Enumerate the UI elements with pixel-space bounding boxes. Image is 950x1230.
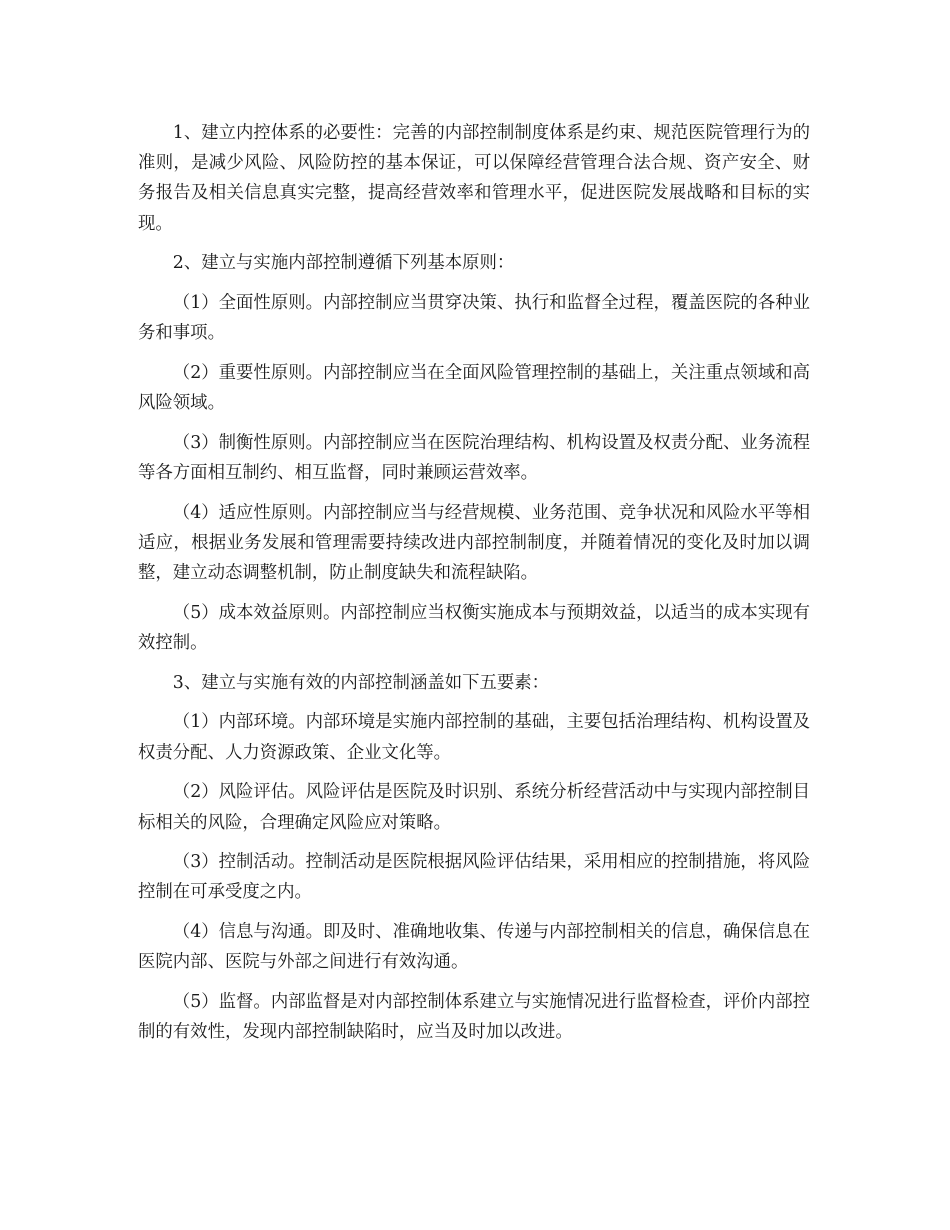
paragraph-principles-heading: 2、建立与实施内部控制遵循下列基本原则：: [172, 253, 515, 274]
paragraph-principle-cost-benefit: （5）成本效益原则。内部控制应当权衡实施成本与预期效益，以适当的成本实现有效控制。: [138, 602, 810, 654]
paragraph-principle-comprehensive: （1）全面性原则。内部控制应当贯穿决策、执行和监督全过程，覆盖医院的各种业务和事项。: [138, 293, 810, 344]
paragraph-necessity: 1、建立内控体系的必要性：完善的内部控制制度体系是约束、规范医院管理行为的准则，是减少风险、风险防控的基本保证，可以保障经营管理合法合规、资产安全、财务报告及相关信息真实完整，提高经营效率和管理水平，促进医院发展战略和目标的实现。: [138, 123, 810, 234]
paragraph-principle-importance: （2）重要性原则。内部控制应当在全面风险管理控制的基础上，关注重点领域和高风险领域。: [138, 362, 810, 414]
paragraph-element-risk-assessment: （2）风险评估。风险评估是医院及时识别、系统分析经营活动中与实现内部控制目标相关的风险，合理确定风险应对策略。: [138, 782, 810, 833]
paragraph-principle-adaptability: （4）适应性原则。内部控制应当与经营规模、业务范围、竞争状况和风险水平等相适应，根据业务发展和管理需要持续改进内部控制制度，并随着情况的变化及时加以调整，建立动态调整机制，防止制度缺失和流程缺陷。: [138, 502, 810, 584]
paragraph-element-control-activities: （3）控制活动。控制活动是医院根据风险评估结果，采用相应的控制措施，将风险控制在可承受度之内。: [138, 852, 810, 903]
paragraph-element-internal-environment: （1）内部环境。内部环境是实施内部控制的基础，主要包括治理结构、机构设置及权责分配、人力资源政策、企业文化等。: [138, 712, 810, 763]
paragraph-element-supervision: （5）监督。内部监督是对内部控制体系建立与实施情况进行监督检查，评价内部控制的有效性，发现内部控制缺陷时，应当及时加以改进。: [138, 992, 810, 1043]
paragraph-elements-heading: 3、建立与实施有效的内部控制涵盖如下五要素：: [172, 672, 550, 693]
paragraph-element-information-communication: （4）信息与沟通。即及时、准确地收集、传递与内部控制相关的信息，确保信息在医院内部、医院与外部之间进行有效沟通。: [138, 922, 810, 973]
document-page: [138, 118, 810, 1047]
paragraph-principle-checks-balances: （3）制衡性原则。内部控制应当在医院治理结构、机构设置及权责分配、业务流程等各方面相互制约、相互监督，同时兼顾运营效率。: [138, 432, 810, 484]
